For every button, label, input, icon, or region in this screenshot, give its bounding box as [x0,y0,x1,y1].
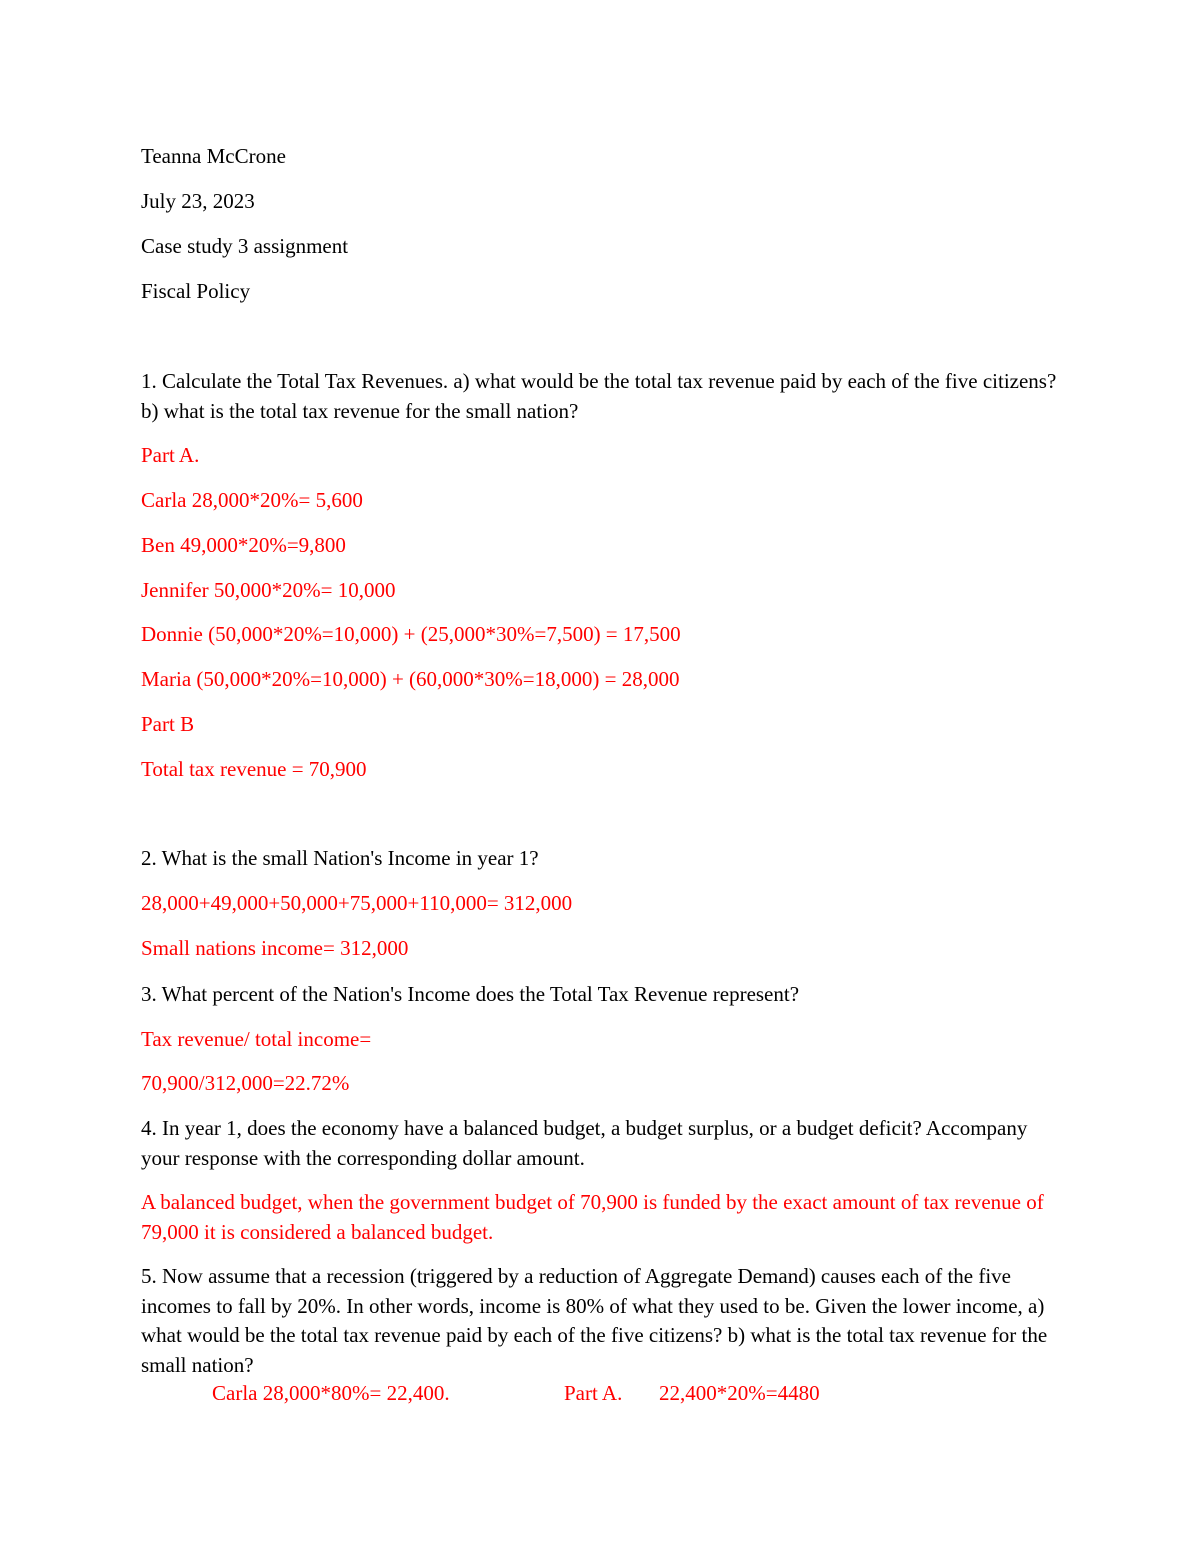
author-name: Teanna McCrone [141,144,286,168]
q1-answer-carla: Carla 28,000*20%= 5,600 [141,488,363,512]
q5-carla-tax: 22,400*20%=4480 [659,1381,820,1405]
q4-answer: A balanced budget, when the government budget of 70,900 is funded by the exact amount of tax revenue of 79,000 it is considered a balanced budget. [141,1190,1044,1244]
q1-part-a-label: Part A. [141,443,200,467]
q1-part-b-label: Part B [141,712,195,736]
q1-answer-ben: Ben 49,000*20%=9,800 [141,533,346,557]
q3-answer: 70,900/312,000=22.72% [141,1071,350,1095]
q3-formula: Tax revenue/ total income= [141,1027,372,1051]
topic-title: Fiscal Policy [141,279,251,303]
q5-carla-income: Carla 28,000*80%= 22,400. [212,1381,450,1405]
q5-part-a-label: Part A. [564,1381,623,1405]
question-4: 4. In year 1, does the economy have a balanced budget, a budget surplus, or a budget deficit? Accompany your response with the corresponding dollar amount. [141,1116,1028,1170]
q2-answer: Small nations income= 312,000 [141,936,409,960]
q1-answer-donnie: Donnie (50,000*20%=10,000) + (25,000*30%=7,500) = 17,500 [141,622,681,646]
question-3: 3. What percent of the Nation's Income does the Total Tax Revenue represent? [141,982,800,1006]
assignment-title: Case study 3 assignment [141,234,349,258]
document-date: July 23, 2023 [141,189,255,213]
q2-calculation: 28,000+49,000+50,000+75,000+110,000= 312,000 [141,891,573,915]
q1-total-revenue: Total tax revenue = 70,900 [141,757,367,781]
q1-answer-jennifer: Jennifer 50,000*20%= 10,000 [141,578,396,602]
question-2: 2. What is the small Nation's Income in year 1? [141,846,539,870]
question-1: 1. Calculate the Total Tax Revenues. a) what would be the total tax revenue paid by each of the five citizens? b) what is the total tax revenue for the small nation? [141,369,1057,423]
question-5: 5. Now assume that a recession (triggered by a reduction of Aggregate Demand) causes each of the five incomes to fall by 20%. In other words, income is 80% of what they used to be. Given the lower income, a) what would be the total tax revenue paid by each of the five citizens? b) what is the total tax revenue for the small nation? [141,1264,1048,1377]
q1-answer-maria: Maria (50,000*20%=10,000) + (60,000*30%=18,000) = 28,000 [141,667,680,691]
